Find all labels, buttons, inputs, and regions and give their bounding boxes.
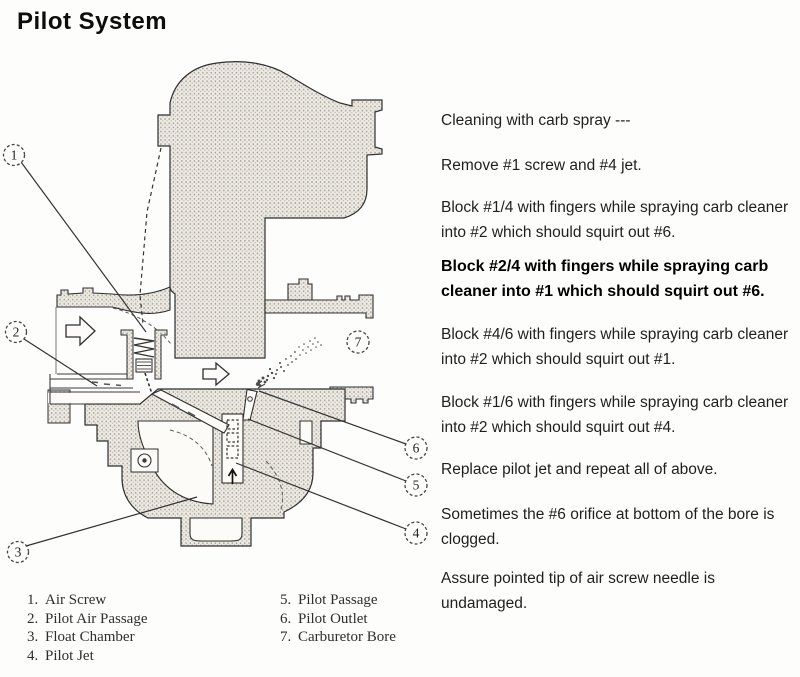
callout-5: [405, 474, 427, 496]
inlet-top-wall: [57, 287, 170, 313]
svg-text:5: 5: [412, 477, 420, 493]
legend-item-air-screw: 1. Air Screw: [27, 592, 107, 608]
air-screw-needle: [145, 373, 152, 394]
callout-4: [405, 522, 427, 544]
callout-7: [347, 331, 369, 353]
carburetor-cross-section-diagram: [0, 0, 440, 600]
svg-text:4: 4: [412, 525, 420, 541]
instruction-paragraph: Replace pilot jet and repeat all of above.: [441, 461, 718, 478]
instruction-paragraph: Block #1/6 with fingers while spraying carb cleaner into #2 which should squirt out #4.: [441, 394, 789, 436]
instruction-paragraph: Remove #1 screw and #4 jet.: [441, 157, 642, 174]
carb-cleaner-spray: [256, 337, 322, 388]
callout-1: [4, 145, 25, 166]
instruction-paragraph: Block #2/4 with fingers while spraying carb cleaner into #1 which should squirt out #6.: [441, 258, 769, 300]
legend-item-pilot-jet: 4. Pilot Jet: [27, 647, 94, 664]
legend-item-carburetor-bore: 7. Carburetor Bore: [280, 629, 396, 645]
svg-text:7: 7: [354, 334, 362, 350]
left-pipe-channel: [48, 393, 140, 403]
instruction-paragraph: Sometimes the #6 orifice at bottom of the bore is clogged.: [441, 506, 775, 548]
svg-text:6: 6: [412, 440, 420, 456]
slide-linkage-block: [288, 279, 312, 300]
instruction-text-column: [441, 0, 793, 677]
legend-item-pilot-air-passage: 2. Pilot Air Passage: [27, 610, 148, 627]
instruction-paragraph: Block #1/4 with fingers while spraying carb cleaner into #2 which should squirt out #6.: [441, 199, 789, 241]
page-title: Pilot System: [17, 8, 168, 35]
bowl-screw-detail: [131, 449, 158, 472]
carb-diagram-svg: [0, 0, 440, 600]
bore-ceiling-flange: [265, 295, 373, 318]
svg-text:1: 1: [10, 147, 18, 163]
callout-2: [6, 322, 27, 343]
legend-item-pilot-passage: 5. Pilot Passage: [280, 592, 378, 608]
svg-text:2: 2: [12, 324, 20, 340]
air-screw-spring: [134, 338, 154, 357]
air-screw-assembly: [121, 330, 167, 394]
bowl-drain-cavity: [190, 518, 242, 541]
legend-column-2: [280, 591, 396, 647]
callout-6: [405, 437, 427, 459]
legend-item-pilot-outlet: 6. Pilot Outlet: [280, 610, 368, 627]
legend-column-1: [27, 591, 148, 665]
svg-text:3: 3: [14, 544, 22, 560]
legend-item-float-chamber: 3. Float Chamber: [27, 629, 135, 645]
airflow-arrow-inlet: [66, 317, 95, 345]
instruction-paragraph: Cleaning with carb spray ---: [441, 112, 631, 129]
instruction-paragraph: Assure pointed tip of air screw needle is undamaged.: [441, 570, 715, 612]
airflow-arrow-bore: [203, 363, 229, 385]
callout-3: [8, 542, 29, 563]
instruction-paragraph: Block #4/6 with fingers while spraying carb cleaner into #2 which should squirt out #1.: [441, 326, 789, 368]
